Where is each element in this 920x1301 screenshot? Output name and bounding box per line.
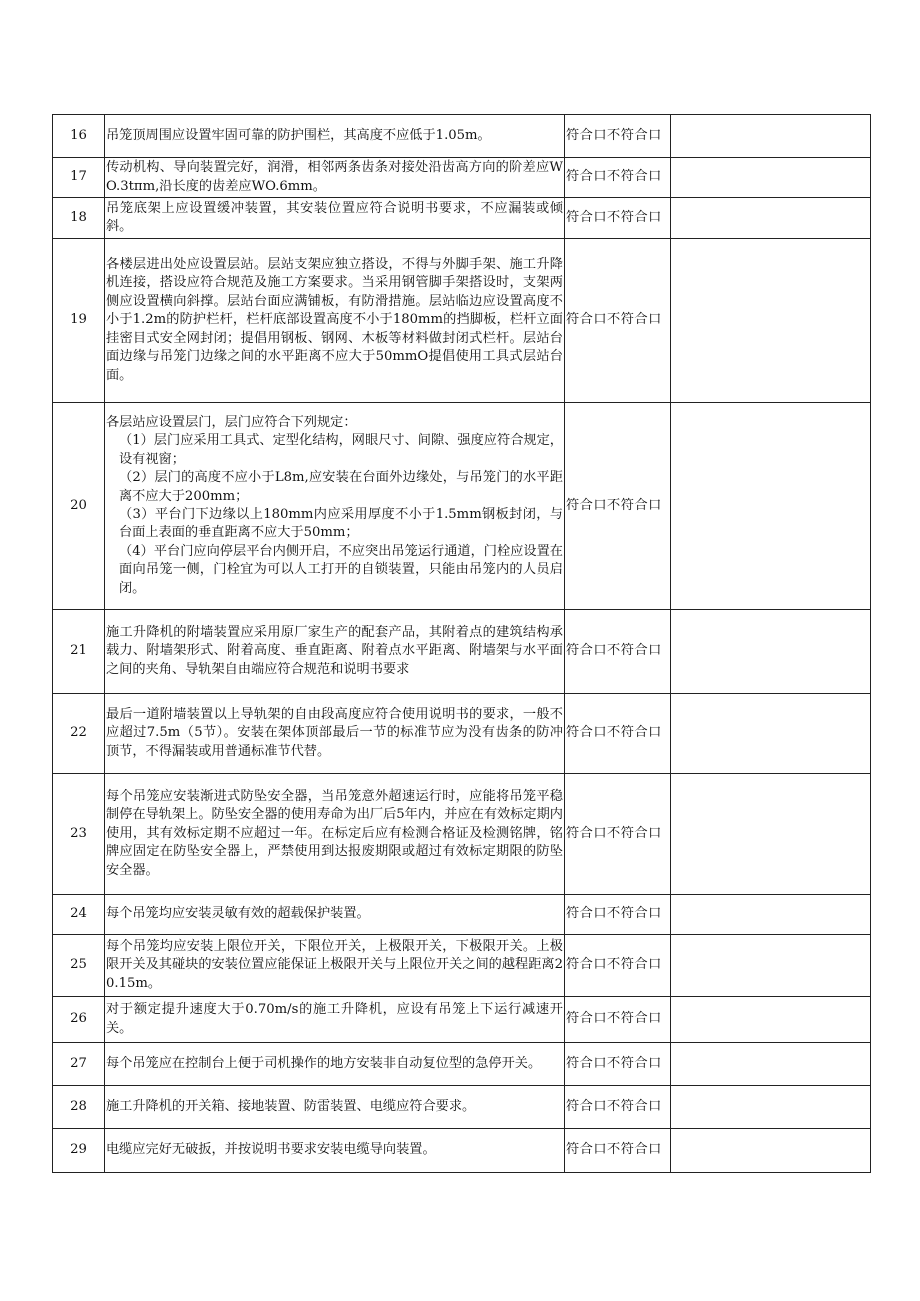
remark-cell[interactable] xyxy=(671,774,871,895)
result-checkbox-options[interactable]: 符合口不符合口 xyxy=(565,1129,671,1173)
check-item-text xyxy=(105,403,565,610)
result-checkbox-options[interactable]: 符合口不符合口 xyxy=(565,198,671,239)
check-item-paragraph: （3）平台门下边缘以上180mm内应采用厚度不小于1.5mm钢板封闭，与台面上表面的垂直距离不应大于50mm； xyxy=(119,507,563,541)
remark-cell[interactable] xyxy=(671,1086,871,1129)
check-item-paragraph: 吊笼顶周围应设置牢固可靠的防护围栏，其高度不应低于1.05m。 xyxy=(106,127,491,143)
remark-cell[interactable] xyxy=(671,239,871,403)
check-item-text xyxy=(105,694,565,774)
check-item-paragraph: 每个吊笼应在控制台上便于司机操作的地方安装非自动复位型的急停开关。 xyxy=(106,1055,542,1071)
table-row xyxy=(53,774,871,895)
check-item-paragraph: 施工升降机的开关箱、接地装置、防雷装置、电缆应符合要求。 xyxy=(106,1098,476,1114)
row-number: 27 xyxy=(53,1043,105,1086)
check-item-text xyxy=(105,158,565,198)
row-number: 20 xyxy=(53,403,105,610)
row-number: 23 xyxy=(53,774,105,895)
row-number: 21 xyxy=(53,610,105,694)
table-row xyxy=(53,403,871,610)
row-number: 17 xyxy=(53,158,105,198)
check-item-paragraph: 各层站应设置层门，层门应符合下列规定： xyxy=(106,414,357,430)
result-checkbox-options[interactable]: 符合口不符合口 xyxy=(565,158,671,198)
result-checkbox-options[interactable]: 符合口不符合口 xyxy=(565,997,671,1043)
remark-cell[interactable] xyxy=(671,997,871,1043)
table-row xyxy=(53,610,871,694)
check-item-paragraph: （4）平台门应向停层平台内侧开启，不应突出吊笼运行通道，门栓应设置在面向吊笼一侧，门栓宜为可以人工打开的自锁装置，只能由吊笼内的人员启闭。 xyxy=(119,543,563,596)
remark-cell[interactable] xyxy=(671,115,871,158)
remark-cell[interactable] xyxy=(671,1043,871,1086)
result-checkbox-options[interactable]: 符合口不符合口 xyxy=(565,115,671,158)
check-item-paragraph: 电缆应完好无破扳，并按说明书要求安装电缆导向装置。 xyxy=(106,1142,436,1158)
check-item-text xyxy=(105,895,565,935)
inspection-checklist-table xyxy=(52,114,871,1173)
result-checkbox-options[interactable]: 符合口不符合口 xyxy=(565,774,671,895)
check-item-text xyxy=(105,198,565,239)
remark-cell[interactable] xyxy=(671,1129,871,1173)
row-number: 18 xyxy=(53,198,105,239)
table-row xyxy=(53,1086,871,1129)
remark-cell[interactable] xyxy=(671,610,871,694)
check-item-paragraph: 每个吊笼应安装渐进式防坠安全器，当吊笼意外超速运行时，应能将吊笼平稳制停在导轨架上。防坠安全器的使用寿命为出厂后5年内，并应在有效标定期内使用，其有效标定期不应超过一年。在标定后应有检测合格证及检测铭牌，铭牌应固定在防坠安全器上，严禁使用到达报废期限或超过有效标定期限的防坠安全器。 xyxy=(106,788,563,878)
table-row xyxy=(53,1129,871,1173)
check-item-text xyxy=(105,997,565,1043)
result-checkbox-options[interactable]: 符合口不符合口 xyxy=(565,403,671,610)
check-item-text xyxy=(105,1129,565,1173)
result-checkbox-options[interactable]: 符合口不符合口 xyxy=(565,935,671,997)
row-number: 28 xyxy=(53,1086,105,1129)
row-number: 26 xyxy=(53,997,105,1043)
remark-cell[interactable] xyxy=(671,895,871,935)
check-item-paragraph: 各楼层进出处应设置层站。层站支架应独立搭设，不得与外脚手架、施工升降机连接，搭设应符合规范及施工方案要求。当采用钢管脚手架搭设时，支架两侧应设置横向斜撑。层站台面应满铺板，有防滑措施。层站临边应设置高度不小于1.2m的防护栏杆，栏杆底部设置高度不小于180mm的挡脚板，栏杆立面挂密目式安全网封闭；提倡用钢板、钢网、木板等材料做封闭式栏杆。层站台面边缘与吊笼门边缘之间的水平距离不应大于50mmO提倡使用工具式层站台面。 xyxy=(106,257,563,383)
check-item-text xyxy=(105,774,565,895)
remark-cell[interactable] xyxy=(671,403,871,610)
check-item-paragraph: 每个吊笼均应安装上限位开关，下限位开关，上极限开关，下极限开关。上极限开关及其碰块的安装位置应能保证上极限开关与上限位开关之间的越程距离20.15m。 xyxy=(106,938,563,991)
check-item-text xyxy=(105,610,565,694)
table-row xyxy=(53,198,871,239)
check-item-text xyxy=(105,115,565,158)
table-row xyxy=(53,935,871,997)
row-number: 19 xyxy=(53,239,105,403)
row-number: 29 xyxy=(53,1129,105,1173)
check-item-paragraph: 每个吊笼均应安装灵敏有效的超载保护装置。 xyxy=(106,906,370,922)
remark-cell[interactable] xyxy=(671,694,871,774)
check-item-paragraph: 对于额定提升速度大于0.70m∕s的施工升降机，应设有吊笼上下运行减速开关。 xyxy=(106,1002,563,1036)
table-row xyxy=(53,1043,871,1086)
remark-cell[interactable] xyxy=(671,158,871,198)
check-item-paragraph: 吊笼底架上应设置缓冲装置，其安装位置应符合说明书要求，不应漏装或倾斜。 xyxy=(106,200,563,234)
row-number: 16 xyxy=(53,115,105,158)
check-item-paragraph: 传动机构、导向装置完好，润滑，相邻两条齿条对接处沿齿高方向的阶差应WO.3tπm,沿长度的齿差应WO.6mm。 xyxy=(106,160,563,194)
table-row xyxy=(53,115,871,158)
row-number: 24 xyxy=(53,895,105,935)
result-checkbox-options[interactable]: 符合口不符合口 xyxy=(565,694,671,774)
table-row xyxy=(53,997,871,1043)
check-item-text xyxy=(105,1043,565,1086)
row-number: 25 xyxy=(53,935,105,997)
check-item-text xyxy=(105,935,565,997)
table-row xyxy=(53,239,871,403)
result-checkbox-options[interactable]: 符合口不符合口 xyxy=(565,610,671,694)
check-item-text xyxy=(105,239,565,403)
table-row xyxy=(53,694,871,774)
table-row xyxy=(53,158,871,198)
check-item-paragraph: 施工升降机的附墙装置应采用原厂家生产的配套产品，其附着点的建筑结构承载力、附墙架形式、附着高度、垂直距离、附着点水平距离、附墙架与水平面之间的夹角、导轨架自由端应符合规范和说明书要求 xyxy=(106,624,563,677)
check-item-paragraph: （1）层门应采用工具式、定型化结构，网眼尺寸、间隙、强度应符合规定，设有视窗； xyxy=(119,433,563,467)
result-checkbox-options[interactable]: 符合口不符合口 xyxy=(565,1086,671,1129)
result-checkbox-options[interactable]: 符合口不符合口 xyxy=(565,895,671,935)
check-item-paragraph: （2）层门的高度不应小于L8m,应安装在台面外边缘处，与吊笼门的水平距离不应大于200mm； xyxy=(119,470,563,504)
remark-cell[interactable] xyxy=(671,935,871,997)
result-checkbox-options[interactable]: 符合口不符合口 xyxy=(565,1043,671,1086)
table-row xyxy=(53,895,871,935)
row-number: 22 xyxy=(53,694,105,774)
result-checkbox-options[interactable]: 符合口不符合口 xyxy=(565,239,671,403)
check-item-paragraph: 最后一道附墙装置以上导轨架的自由段高度应符合使用说明书的要求，一般不应超过7.5m（5节）。安装在架体顶部最后一节的标准节应为没有齿条的防冲顶节，不得漏装或用普通标准节代替。 xyxy=(106,706,563,759)
check-item-text xyxy=(105,1086,565,1129)
remark-cell[interactable] xyxy=(671,198,871,239)
